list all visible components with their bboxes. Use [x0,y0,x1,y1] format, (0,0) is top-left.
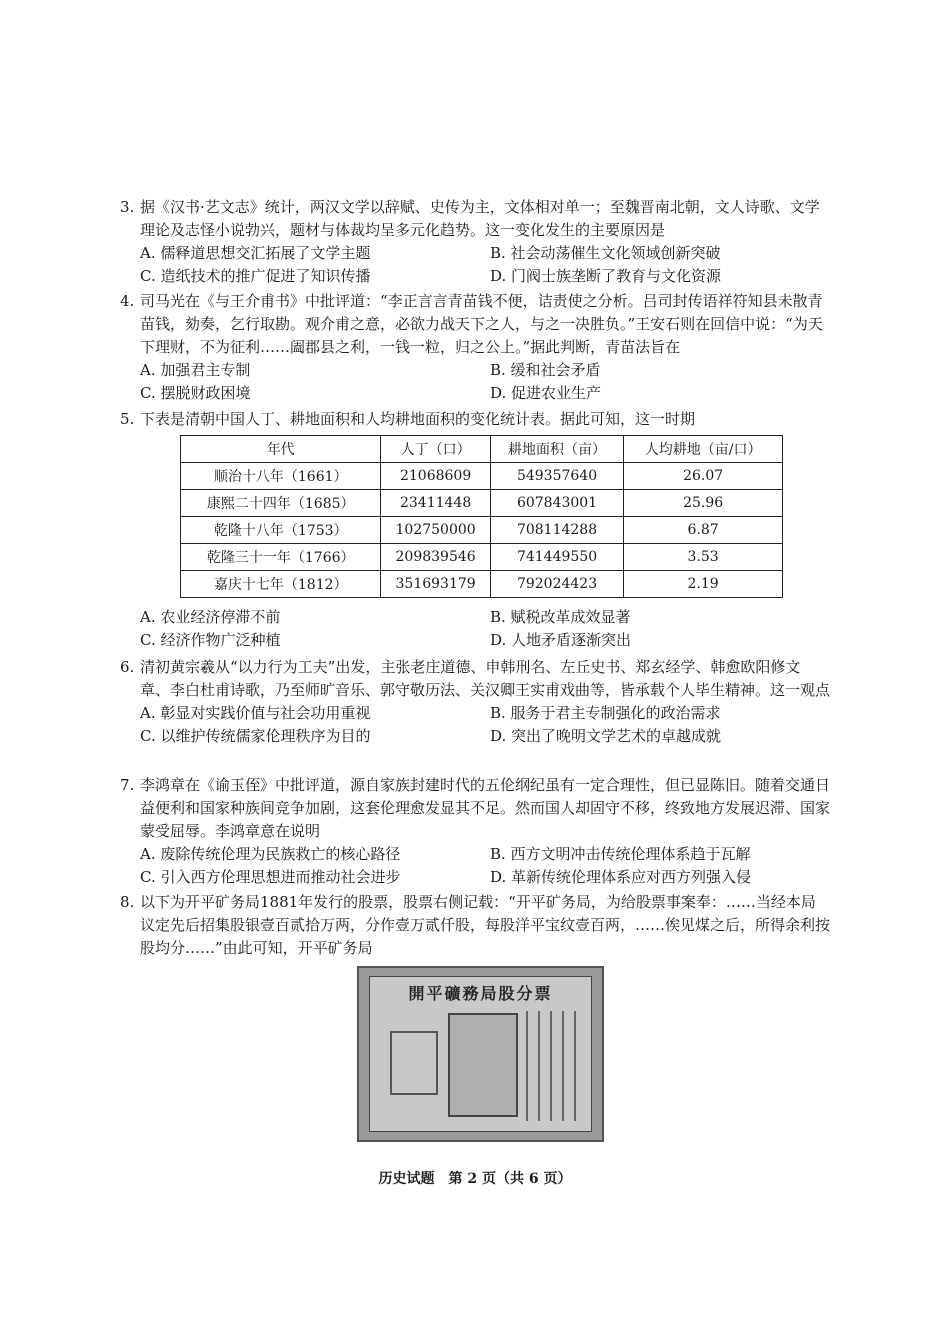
question-number: 3. [120,198,135,216]
question-stem: 清初黄宗羲从“以力行为工夫”出发，主张老庄道德、申韩刑名、左丘史书、郑玄经学、韩愈欧阳修文章、李白杜甫诗歌，乃至师旷音乐、郭守敬历法、关汉卿王实甫戏曲等，皆承载个人毕生精神。这一观点 [140,658,831,699]
option-b[interactable]: B. 社会动荡催生文化领域创新突破 [490,244,721,262]
table-cell: 2.19 [624,571,783,598]
option-d[interactable]: D. 突出了晚明文学艺术的卓越成就 [490,727,722,745]
text-column [562,1011,564,1121]
option-a[interactable]: A. 废除传统伦理为民族救亡的核心路径 [140,845,401,863]
table-cell: 21068609 [381,463,490,490]
stock-certificate-image [357,966,604,1142]
table-row [181,463,783,490]
options [140,702,830,748]
table-cell: 26.07 [624,463,783,490]
table-header-row [181,436,783,463]
option-d[interactable]: D. 人地矛盾逐渐突出 [490,631,632,649]
option-b[interactable]: B. 服务于君主专制强化的政治需求 [490,704,721,722]
option-b[interactable]: B. 缓和社会矛盾 [490,361,601,379]
option-d[interactable]: D. 促进农业生产 [490,384,602,402]
option-c[interactable]: C. 摆脱财政困境 [140,384,251,402]
option-b[interactable]: B. 赋税改革成效显著 [490,608,631,626]
table-cell: 乾隆十八年（1753） [181,517,381,544]
option-c[interactable]: C. 引入西方伦理思想进而推动社会进步 [140,868,401,886]
option-a[interactable]: A. 彰显对实践价值与社会功用重视 [140,704,371,722]
table-cell: 乾隆三十一年（1766） [181,544,381,571]
question-stem: 司马光在《与王介甫书》中批评道：“李正言言青苗钱不便，诘责使之分析。吕司封传语祥符知县未散青苗钱，劾奏，乞行取勘。观介甫之意，必欲力战天下之人，与之一决胜负。”王安石则在回信中说：“为天下理财，不为征利……阖郡县之利，一钱一粒，归之公上。”据此判断，青苗法旨在 [140,292,823,356]
question-5 [120,408,830,431]
table-cell: 792024423 [490,571,623,598]
question-8 [120,891,830,960]
question-number: 8. [120,893,135,911]
option-a[interactable]: A. 加强君主专制 [140,361,251,379]
option-a[interactable]: A. 农业经济停滞不前 [140,608,281,626]
table-cell: 25.96 [624,490,783,517]
question-6 [120,656,830,748]
text-column [538,1011,540,1121]
certificate-border [369,976,592,1132]
table-row [181,517,783,544]
table-cell: 351693179 [381,571,490,598]
column-header: 耕地面积（亩） [490,436,623,463]
option-d[interactable]: D. 门阀士族垄断了教育与文化资源 [490,267,722,285]
question-number: 6. [120,658,135,676]
option-b[interactable]: B. 西方文明冲击传统伦理体系趋于瓦解 [490,845,751,863]
question-stem: 据《汉书·艺文志》统计，两汉文学以辞赋、史传为主，文体相对单一；至魏晋南北朝，文人诗歌、文学理论及志怪小说勃兴，题材与体裁均呈多元化趋势。这一变化发生的主要原因是 [140,198,820,239]
column-header: 人丁（口） [381,436,490,463]
options [140,606,830,652]
table-cell: 23411448 [381,490,490,517]
column-header: 人均耕地（亩/口） [624,436,783,463]
question-stem: 李鸿章在《谕玉侄》中批评道，源自家族封建时代的五伦纲纪虽有一定合理性，但已显陈旧。随着交通日益便利和国家种族间竞争加剧，这套伦理愈发显其不足。然而国人却固守不移，终致地方发展迟滞、国家蒙受屈辱。李鸿章意在说明 [140,776,831,840]
table-cell: 顺治十八年（1661） [181,463,381,490]
options [140,242,830,288]
column-header: 年代 [181,436,381,463]
option-c[interactable]: C. 以维护传统儒家伦理秩序为目的 [140,727,371,745]
table-cell: 607843001 [490,490,623,517]
question-3 [120,196,830,288]
table-cell: 6.87 [624,517,783,544]
table-cell: 741449550 [490,544,623,571]
option-d[interactable]: D. 革新传统伦理体系应对西方列强入侵 [490,868,752,886]
question-4 [120,290,830,405]
certificate-title: 開平礦務局股分票 [408,984,553,1003]
question-5-options [120,606,830,652]
option-a[interactable]: A. 儒释道思想交汇拓展了文学主题 [140,244,371,262]
certificate-seal [448,1013,518,1117]
page-footer: 历史试题 第 2 页（共 6 页） [378,1171,572,1187]
table-cell: 708114288 [490,517,623,544]
text-column [526,1011,528,1121]
question-number: 4. [120,292,135,310]
table-row [181,571,783,598]
population-land-table [180,435,783,598]
question-number: 7. [120,776,135,794]
question-7 [120,774,830,889]
options [140,843,830,889]
table-cell: 康熙二十四年（1685） [181,490,381,517]
certificate-stamp [390,1031,438,1095]
question-number: 5. [120,410,135,428]
table-cell: 549357640 [490,463,623,490]
question-stem: 下表是清朝中国人丁、耕地面积和人均耕地面积的变化统计表。据此可知，这一时期 [140,410,696,428]
table-cell: 209839546 [381,544,490,571]
text-column [550,1011,552,1121]
question-stem: 以下为开平矿务局1881年发行的股票，股票右侧记载：“开平矿务局，为给股票事案奉：……当经本局议定先后招集股银壹百贰拾万两，分作壹万贰仟股，每股洋平宝纹壹百两，……俟见煤之后，所得余利按股均分……”由此可知，开平矿务局 [140,893,831,957]
table-cell: 嘉庆十七年（1812） [181,571,381,598]
text-column [574,1011,576,1121]
table-cell: 3.53 [624,544,783,571]
option-c[interactable]: C. 造纸技术的推广促进了知识传播 [140,267,371,285]
table-cell: 102750000 [381,517,490,544]
option-c[interactable]: C. 经济作物广泛种植 [140,631,281,649]
table-row [181,490,783,517]
table-row [181,544,783,571]
options [140,359,830,405]
